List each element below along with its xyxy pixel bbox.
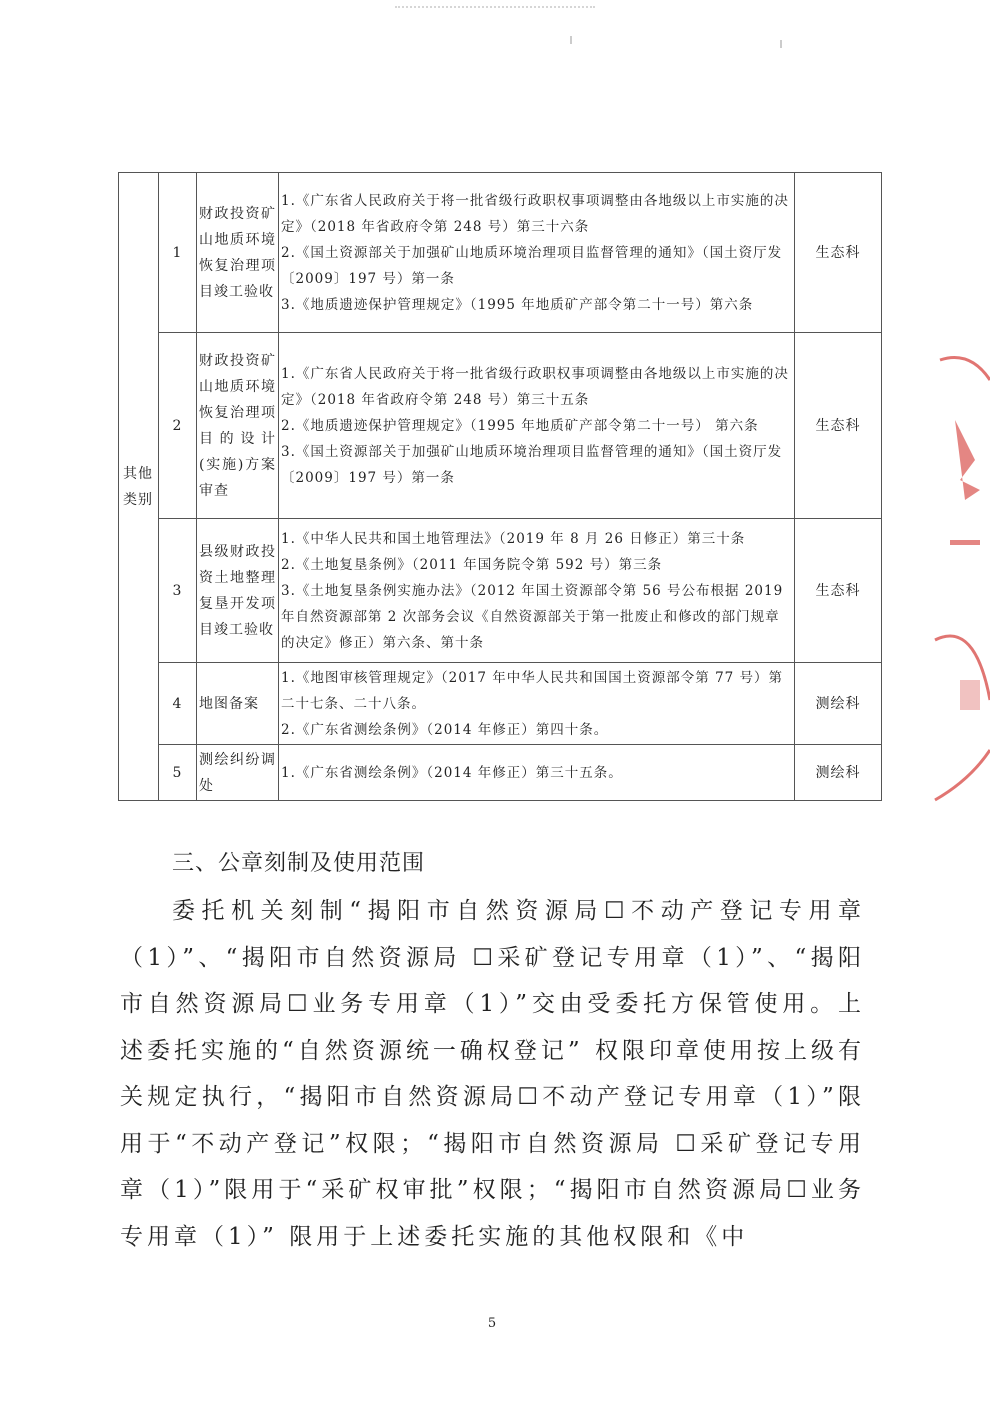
item-name: 财政投资矿山地质环境恢复治理项目竣工验收 [197, 173, 279, 333]
basis-line: 3.《土地复垦条例实施办法》（2012 年国土资源部令第 56 号公布根据 2019 年自然资源部第 2 次部务会议《自然资源部关于第一批废止和修改的部门规章的决定》修正）第六条、第十条 [281, 582, 784, 651]
item-name: 测绘纠纷调处 [197, 745, 279, 801]
department: 测绘科 [795, 663, 882, 745]
basis-line: 1.《广东省人民政府关于将一批省级行政职权事项调整由各地级以上市实施的决定》（2018 年省政府令第 248 号）第三十六条 [281, 192, 789, 235]
table-row [119, 663, 882, 745]
row-number: 2 [159, 333, 197, 519]
basis-line: 3.《地质遗迹保护管理规定》（1995 年地质矿产部令第二十一号）第六条 [281, 296, 754, 313]
row-number: 3 [159, 519, 197, 663]
page-number: 5 [487, 1316, 497, 1331]
scan-artifact [780, 40, 782, 48]
body-paragraph: 委托机关刻制“揭阳市自然资源局☐不动产登记专用章（1）”、“揭阳市自然资源局 ☐采矿登记专用章（1）”、“揭阳市自然资源局☐业务专用章（1）”交由受委托方保管使用。上述委托实施的“自然资源统一确权登记” 权限印章使用按上级有关规定执行，“揭阳市自然资源局☐不动产登记专用章（1）”限用于“不动产登记”权限；“揭阳市自然资源局 ☐采矿登记专用章（1）”限用于“采矿权审批”权限；“揭阳市自然资源局☐业务专用章（1）” 限用于上述委托实施的其他权限和《中 [120, 898, 865, 1250]
basis-line: 1.《中华人民共和国土地管理法》（2019 年 8 月 26 日修正）第三十条 [281, 530, 746, 547]
legal-basis [279, 173, 795, 333]
item-name: 县级财政投资土地整理复垦开发项目竣工验收 [197, 519, 279, 663]
legal-basis [279, 519, 795, 663]
basis-line: 1.《广东省测绘条例》（2014 年修正）第三十五条。 [281, 764, 623, 781]
basis-line: 2.《地质遗迹保护管理规定》（1995 年地质矿产部令第二十一号） 第六条 [281, 417, 759, 434]
seal-mark [960, 680, 980, 710]
table-row [119, 519, 882, 663]
table-row [119, 173, 882, 333]
item-name: 地图备案 [197, 663, 279, 745]
basis-line: 2.《土地复垦条例》（2011 年国务院令第 592 号）第三条 [281, 556, 663, 573]
basis-line: 2.《国土资源部关于加强矿山地质环境治理项目监督管理的通知》（国土资厅发〔2009〕197 号）第一条 [281, 244, 783, 287]
section-title: 三、公章刻制及使用范围 [172, 851, 426, 876]
basis-line: 1.《广东省人民政府关于将一批省级行政职权事项调整由各地级以上市实施的决定》（2018 年省政府令第 248 号）第三十五条 [281, 365, 789, 408]
seal-star [955, 420, 980, 500]
item-name: 财政投资矿山地质环境恢复治理项目的设计(实施)方案审查 [197, 333, 279, 519]
table-row [119, 333, 882, 519]
authority-table [118, 172, 882, 801]
row-number: 1 [159, 173, 197, 333]
department: 生态科 [795, 519, 882, 663]
row-number: 5 [159, 745, 197, 801]
basis-line: 2.《广东省测绘条例》（2014 年修正）第四十条。 [281, 721, 609, 738]
row-number: 4 [159, 663, 197, 745]
legal-basis [279, 333, 795, 519]
category-cell: 其他类别 [119, 173, 159, 801]
legal-basis [279, 745, 795, 801]
seal-mark [950, 540, 980, 545]
scan-artifact [570, 36, 572, 44]
department: 生态科 [795, 333, 882, 519]
red-seal-stamp [930, 340, 990, 810]
department: 生态科 [795, 173, 882, 333]
seal-arc [940, 358, 990, 381]
seal-arc [935, 750, 990, 800]
legal-basis [279, 663, 795, 745]
table-row [119, 745, 882, 801]
basis-line: 1.《地图审核管理规定》（2017 年中华人民共和国国土资源部令第 77 号）第二十七条、二十八条。 [281, 669, 784, 712]
basis-line: 3.《国土资源部关于加强矿山地质环境治理项目监督管理的通知》（国土资厅发〔2009〕197 号）第一条 [281, 443, 783, 486]
scan-artifact [395, 6, 595, 14]
department: 测绘科 [795, 745, 882, 801]
